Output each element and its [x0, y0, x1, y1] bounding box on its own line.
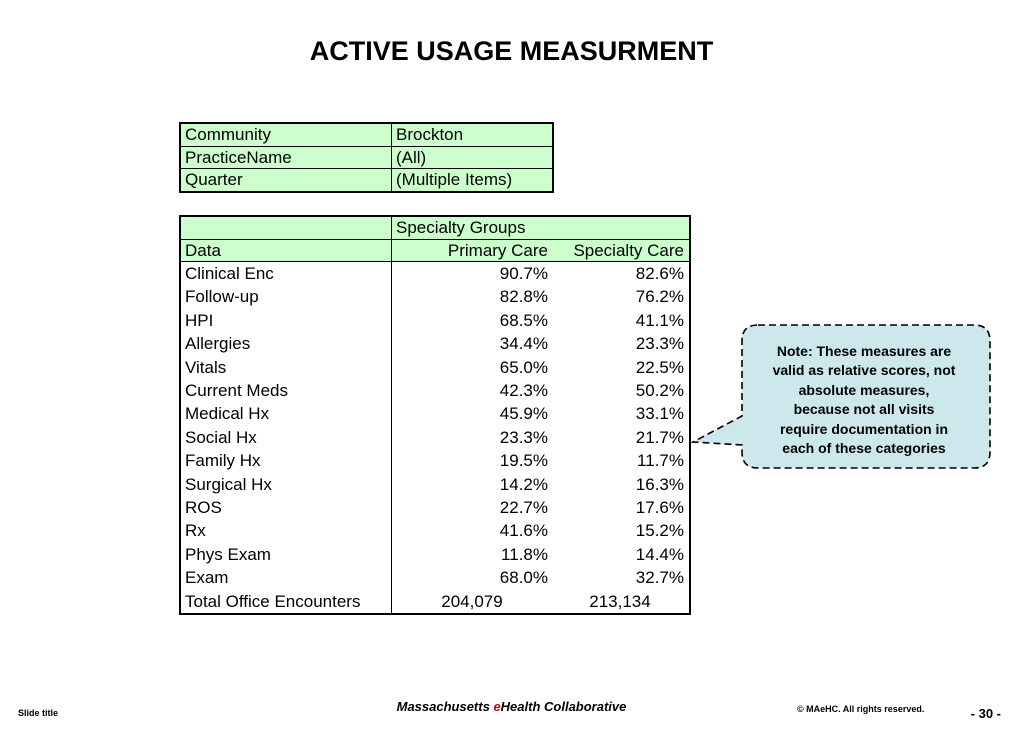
cell-specialty-care: 50.2% — [635, 381, 684, 401]
row-label: Family Hx — [180, 449, 392, 472]
filter-label: Community — [180, 123, 392, 146]
total-primary-care: 204,079 — [441, 591, 503, 611]
table-row — [180, 543, 690, 566]
row-label: Current Meds — [180, 379, 392, 402]
cell-primary-care: 19.5% — [499, 451, 548, 471]
cell-primary-care: 41.6% — [499, 521, 548, 541]
cell-specialty-care: 17.6% — [635, 498, 684, 518]
cell-specialty-care: 11.7% — [637, 451, 684, 471]
row-label: Clinical Enc — [180, 262, 392, 286]
cell-primary-care: 34.4% — [499, 334, 548, 354]
cell-specialty-care: 15.2% — [635, 521, 684, 541]
row-label: ROS — [180, 496, 392, 519]
table-row — [180, 262, 690, 286]
callout-line: each of these categories — [782, 440, 946, 457]
cell-primary-care: 23.3% — [499, 427, 548, 447]
row-label: Social Hx — [180, 426, 392, 449]
table-row — [180, 285, 690, 308]
cell-primary-care: 11.8% — [501, 544, 548, 564]
cell-specialty-care: 14.4% — [635, 544, 684, 564]
row-label: Surgical Hx — [180, 473, 392, 496]
filter-table — [179, 122, 554, 193]
cell-specialty-care: 41.1% — [635, 310, 684, 330]
row-label: Rx — [180, 519, 392, 542]
callout-note-text — [746, 342, 982, 458]
cell-primary-care: 14.2% — [499, 474, 548, 494]
total-specialty-care: 213,134 — [589, 591, 651, 611]
table-row — [180, 566, 690, 589]
empty-header-cell — [180, 216, 392, 239]
org-name-accent: e — [493, 699, 501, 714]
cell-primary-care: 45.9% — [499, 404, 548, 424]
note-callout — [690, 322, 995, 474]
callout-line: because not all visits — [793, 401, 935, 418]
table-row — [180, 473, 690, 496]
table-row — [180, 356, 690, 379]
table-row — [180, 332, 690, 355]
table-row — [180, 379, 690, 402]
cell-primary-care: 82.8% — [499, 287, 548, 307]
filter-label: Quarter — [180, 169, 392, 192]
org-name-suffix: Health Collaborative — [500, 699, 627, 714]
filter-row-community[interactable] — [180, 123, 553, 146]
cell-specialty-care: 76.2% — [635, 287, 684, 307]
filter-value-community[interactable]: Brockton — [392, 123, 554, 146]
footer-slide-title: Slide title — [18, 708, 59, 718]
page-title: ACTIVE USAGE MEASURMENT — [309, 36, 714, 66]
column-header-primary-care[interactable]: Primary Care — [392, 239, 553, 262]
table-row — [180, 309, 690, 332]
callout-line: valid as relative scores, not — [772, 362, 956, 379]
table-row — [180, 519, 690, 542]
row-label: Allergies — [180, 332, 392, 355]
data-header[interactable]: Data — [180, 239, 392, 262]
cell-specialty-care: 22.5% — [635, 357, 684, 377]
cell-primary-care: 42.3% — [499, 381, 548, 401]
cell-specialty-care: 21.7% — [635, 427, 684, 447]
cell-specialty-care: 23.3% — [635, 334, 684, 354]
cell-primary-care: 68.5% — [499, 310, 548, 330]
table-row — [180, 402, 690, 425]
row-label: Exam — [180, 566, 392, 589]
filter-value-quarter[interactable]: (Multiple Items) — [392, 169, 554, 192]
row-label: Medical Hx — [180, 402, 392, 425]
cell-specialty-care: 82.6% — [635, 264, 684, 283]
row-label: Follow-up — [180, 285, 392, 308]
total-row — [180, 590, 690, 614]
table-row — [180, 496, 690, 519]
filter-label: PracticeName — [180, 146, 392, 169]
callout-line: absolute measures, — [798, 381, 930, 398]
specialty-groups-header[interactable]: Specialty Groups — [392, 216, 691, 239]
cell-primary-care: 68.0% — [499, 568, 548, 588]
row-label: Phys Exam — [180, 543, 392, 566]
cell-primary-care: 22.7% — [499, 498, 548, 518]
group-header-row — [180, 216, 690, 239]
row-label: Vitals — [180, 356, 392, 379]
row-label: HPI — [180, 309, 392, 332]
callout-line: Note: These measures are — [776, 343, 952, 359]
callout-line: require documentation in — [779, 420, 948, 437]
org-name-prefix: Massachusetts — [396, 699, 494, 714]
cell-specialty-care: 32.7% — [635, 568, 684, 588]
filter-value-practice[interactable]: (All) — [392, 146, 554, 169]
table-row — [180, 426, 690, 449]
filter-row-practice[interactable] — [180, 146, 553, 169]
cell-primary-care: 65.0% — [499, 357, 548, 377]
footer-copyright: © MAeHC. All rights reserved. — [797, 704, 925, 714]
table-row — [180, 449, 690, 472]
total-label: Total Office Encounters — [180, 590, 392, 614]
usage-table — [179, 215, 691, 615]
column-header-specialty-care[interactable]: Specialty Care — [552, 239, 690, 262]
cell-primary-care: 90.7% — [499, 264, 548, 283]
column-header-row — [180, 239, 690, 262]
cell-specialty-care: 16.3% — [635, 474, 684, 494]
cell-specialty-care: 33.1% — [635, 404, 684, 424]
filter-row-quarter[interactable] — [180, 169, 553, 192]
page-number: - 30 - — [970, 706, 1001, 721]
